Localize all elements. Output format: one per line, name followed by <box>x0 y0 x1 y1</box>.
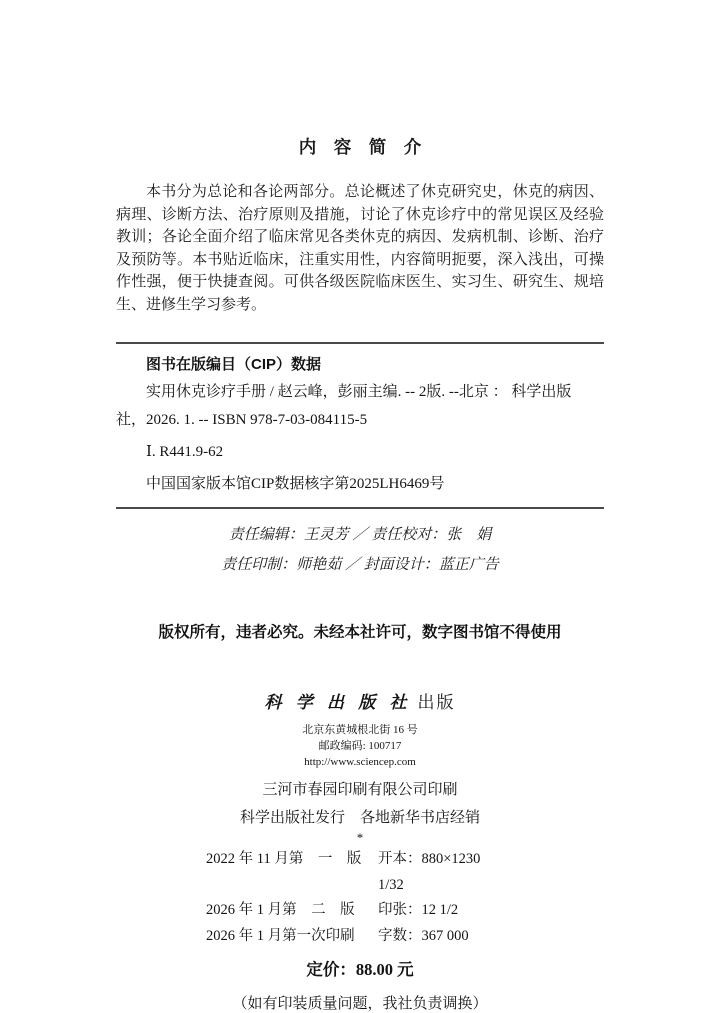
printer-line: 三河市春园印刷有限公司印刷 <box>262 782 458 798</box>
publisher-block <box>116 688 604 844</box>
imprint-format: 开本：880×1230 1/32 <box>378 851 495 893</box>
copyright-warning: 版权所有，违者必究。未经本社许可，数字图书馆不得使用 <box>158 624 562 641</box>
imprint-sheets: 印张：12 1/2 <box>378 902 459 918</box>
cip-record-line-2: 社，2026. 1. -- ISBN 978-7-03-084115-5 <box>116 412 368 428</box>
divider-top <box>116 342 604 344</box>
imprint-table <box>206 847 514 949</box>
intro-title: 内 容 简 介 <box>298 137 422 157</box>
imprint-printing: 2026 年 1 月第一次印刷 <box>206 927 355 944</box>
credits-print-design-line: 责任印制：师艳茹 ／ 封面设计：蓝正广告 <box>221 557 499 573</box>
imprint-edition-2: 2026 年 1 月第 二 版 <box>206 902 355 918</box>
imprint-edition-1: 2022 年 11 月第 一 版 <box>206 851 362 867</box>
publisher-address: 北京东黄城根北街 16 号 <box>302 724 418 736</box>
distribution-line: 科学出版社发行 各地新华书店经销 <box>239 810 480 826</box>
price-line: 定价：88.00 元 <box>306 960 414 979</box>
imprint-row-second-edition <box>206 898 514 924</box>
publisher-postcode: 邮政编码: 100717 <box>318 740 402 752</box>
section-separator-star: * <box>356 830 364 845</box>
publisher-logo: 科 学 出 版 社 <box>264 693 412 712</box>
publisher-logo-line <box>116 688 604 713</box>
divider-bottom <box>116 507 604 509</box>
cip-record-line-1: 实用休克诊疗手册 / 赵云峰，彭丽主编. -- 2版. --北京 ： 科学出版 <box>146 384 572 400</box>
exchange-note: （如有印装质量问题，我社负责调换） <box>232 996 488 1012</box>
imprint-row-printing <box>206 924 514 950</box>
cip-heading: 图书在版编目（CIP）数据 <box>146 356 322 373</box>
publish-label: 出版 <box>417 693 456 712</box>
intro-body-paragraph: 本书分为总论和各论两部分。总论概述了休克研究史，休克的病因、病理、诊断方法、治疗原则及措施，讨论了休克诊疗中的常见误区及经验教训；各论全面介绍了临床常见各类休克的病因、发病机制、诊断、治疗及预防等。本书贴近临床，注重实用性，内容简明扼要，深入浅出，可操作性强，便于快捷查阅。可供各级医院临床医生、实习生、研究生、规培生、进修生学习参考。 <box>116 184 604 313</box>
cip-section <box>116 353 604 497</box>
imprint-word-count: 字数：367 000 <box>378 927 469 944</box>
credits-editor-line: 责任编辑：王灵芳 ／ 责任校对：张 娟 <box>228 527 492 543</box>
staff-credits <box>116 520 604 580</box>
imprint-row-first-edition <box>206 847 514 898</box>
cip-registry-number: 中国国家版本馆CIP数据核字第2025LH6469号 <box>146 476 445 492</box>
cip-classification: Ⅰ. R441.9-62 <box>146 444 224 460</box>
publisher-website: http://www.sciencep.com <box>304 756 416 768</box>
